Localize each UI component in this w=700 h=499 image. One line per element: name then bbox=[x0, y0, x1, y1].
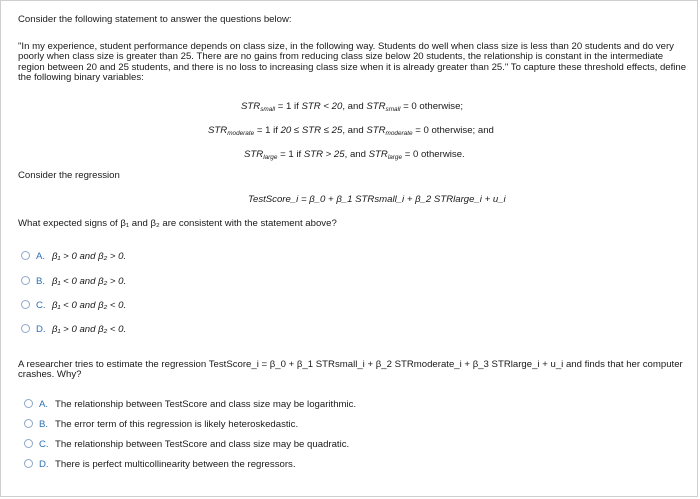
radio-button[interactable] bbox=[21, 276, 30, 285]
q2-option-d[interactable]: D. There is perfect multicollinearity between the regressors. bbox=[24, 459, 295, 470]
q2-option-a[interactable]: A. The relationship between TestScore and class size may be logarithmic. bbox=[24, 399, 356, 410]
q1-option-b[interactable]: B. β₁ < 0 and β₂ > 0. bbox=[21, 276, 126, 287]
q2-option-c[interactable]: C. The relationship between TestScore and class size may be quadratic. bbox=[24, 439, 349, 450]
radio-button[interactable] bbox=[24, 419, 33, 428]
question-1: What expected signs of β₁ and β₂ are consistent with the statement above? bbox=[18, 218, 337, 229]
q1-option-c[interactable]: C. β₁ < 0 and β₂ < 0. bbox=[21, 300, 126, 311]
regression-equation-1: TestScore_i = β_0 + β_1 STRsmall_i + β_2 STRlarge_i + u_i bbox=[248, 194, 506, 205]
radio-button[interactable] bbox=[21, 251, 30, 260]
def-small: $STR_{small} = 1$ if STR < 20, and $STR_{small} = 0$ otherwise; bbox=[241, 101, 464, 113]
question-2: A researcher tries to estimate the regression TestScore_i = β_0 + β_1 STRsmall_i + β_2 STRmoderate_i + β_3 STRlarge_i + u_i and finds that her computer crashes. Why? bbox=[18, 359, 683, 381]
q1-option-d[interactable]: D. β₁ > 0 and β₂ < 0. bbox=[21, 324, 126, 335]
q1-option-a[interactable]: A. β₁ > 0 and β₂ > 0. bbox=[21, 251, 126, 262]
quote-paragraph: "In my experience, student performance depends on class size, in the following way. Students do well when class size is less than 20 students and do very poorly when class size is greater than 25. There are no gains from reducing class size below 20 students, the relationship is constant in the intermediate region between 20 and 25 students, and there is no loss to increasing class size when it is already greater than 25." To capture these threshold effects, define the following binary variables: bbox=[18, 41, 687, 84]
consider-regression-label: Consider the regression bbox=[18, 170, 120, 181]
radio-button[interactable] bbox=[24, 439, 33, 448]
radio-button[interactable] bbox=[21, 324, 30, 333]
radio-button[interactable] bbox=[24, 459, 33, 468]
radio-button[interactable] bbox=[24, 399, 33, 408]
q2-option-b[interactable]: B. The error term of this regression is likely heteroskedastic. bbox=[24, 419, 298, 430]
radio-button[interactable] bbox=[21, 300, 30, 309]
def-large: $STR_{large} = 1$ if STR > 25, and $STR_{large} = 0$ otherwise. bbox=[244, 149, 465, 161]
intro-text: Consider the following statement to answer the questions below: bbox=[18, 14, 292, 25]
def-moderate: $STR_{moderate} = 1$ if 20 ≤ STR ≤ 25, and $STR_{moderate} = 0$ otherwise; and bbox=[208, 125, 494, 137]
